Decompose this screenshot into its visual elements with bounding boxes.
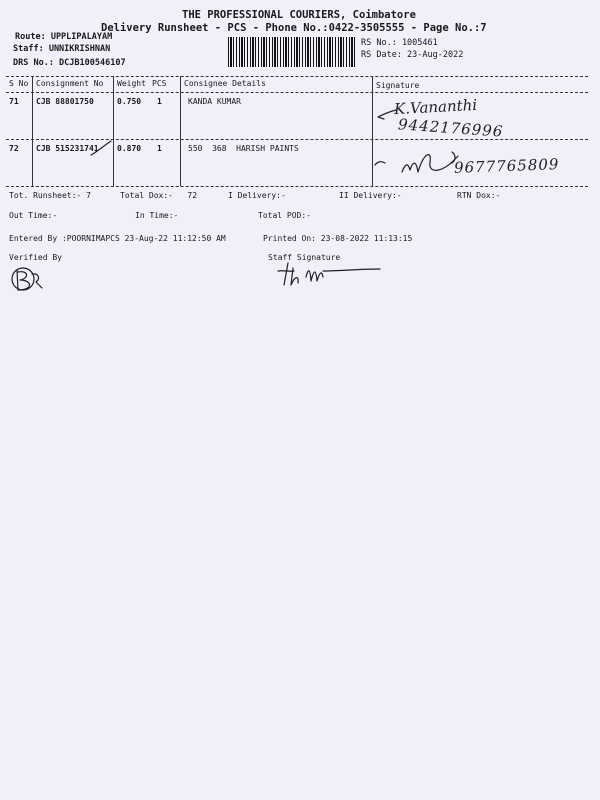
col-sno: S No	[9, 79, 29, 88]
staff-label: Staff: UNNIKRISHNAN	[13, 44, 111, 54]
signature-arrow-icon	[376, 106, 398, 122]
staff-signature-label: Staff Signature	[268, 253, 341, 262]
col-pcs: PCS	[152, 79, 167, 88]
receiver-signature-phone: 9442176996	[397, 115, 504, 141]
verified-by-label: Verified By	[9, 253, 62, 262]
staff-signature	[276, 259, 386, 289]
row-weight: 0.870	[117, 144, 142, 153]
row-sno: 72	[9, 144, 19, 153]
out-time: Out Time:-	[9, 211, 58, 220]
second-delivery: II Delivery:-	[339, 191, 402, 200]
row-pcs: 1	[157, 97, 162, 106]
first-delivery: I Delivery:-	[228, 191, 286, 200]
col-consignee: Consignee Details	[184, 79, 266, 88]
printed-on: Printed On: 23-08-2022 11:13:15	[263, 234, 413, 243]
route-label: Route: UPPLIPALAYAM	[15, 32, 113, 42]
row-pcs: 1	[157, 144, 162, 153]
col-weight: Weight	[117, 79, 146, 88]
total-dox: Total Dox:- 72	[120, 191, 198, 200]
in-time: In Time:-	[135, 211, 179, 220]
col-consignment: Consignment No	[36, 79, 104, 88]
barcode-image	[228, 37, 356, 67]
receiver-phone: 9677765809	[453, 155, 560, 177]
row-weight: 0.750	[117, 97, 142, 106]
total-pod: Total POD:-	[258, 211, 311, 220]
receiver-signature-scribble	[372, 148, 462, 184]
runsheet-title: Delivery Runsheet - PCS - Phone No.:0422-3505555 - Page No.:7	[101, 22, 487, 34]
receiver-signature-name: K.Vananthi	[393, 95, 478, 119]
row-sno: 71	[9, 97, 19, 106]
verifier-signature	[8, 264, 48, 296]
entered-by: Entered By :POORNIMAPCS 23-Aug-22 11:12:50 AM	[9, 234, 226, 243]
return-dox: RTN Dox:-	[457, 191, 501, 200]
total-runsheet: Tot. Runsheet:- 7	[9, 191, 91, 200]
row-consignment: CJB 88801750	[36, 97, 94, 106]
col-signature: Signature	[376, 81, 420, 90]
rs-number: RS No.: 1005461	[361, 38, 438, 48]
tick-mark-icon	[89, 140, 113, 160]
company-name: THE PROFESSIONAL COURIERS, Coimbatore	[182, 9, 416, 21]
drs-number: DRS No.: DCJB100546107	[13, 58, 126, 68]
row-consignee: KANDA KUMAR	[188, 97, 241, 106]
row-consignment: CJB 515231741	[36, 144, 99, 153]
rs-date: RS Date: 23-Aug-2022	[361, 50, 464, 60]
row-consignee: 550 368 HARISH PAINTS	[188, 144, 299, 153]
